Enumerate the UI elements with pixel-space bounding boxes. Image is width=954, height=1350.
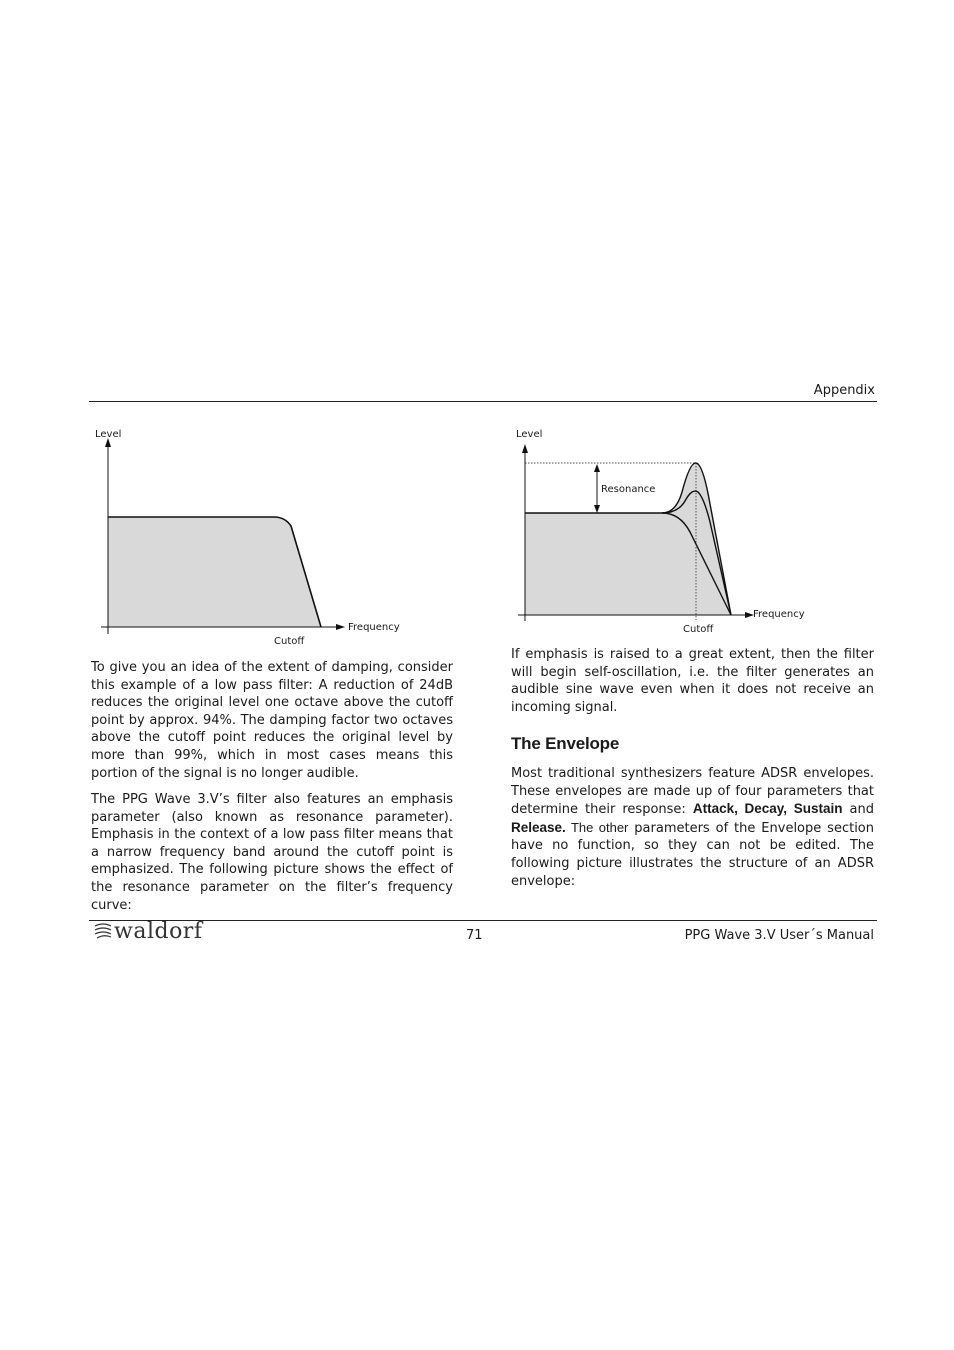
envelope-text-and: and — [842, 802, 874, 818]
waldorf-logo-text: waldorf — [114, 919, 203, 944]
y-axis-arrow — [522, 444, 528, 453]
resonance-filter-diagram — [510, 422, 840, 642]
cutoff-label: Cutoff — [274, 636, 305, 647]
filter-curve-area — [108, 517, 321, 627]
y-axis-label: Level — [516, 429, 543, 440]
waldorf-logo — [93, 919, 202, 944]
resonance-arrow-up — [594, 464, 600, 472]
envelope-text-other: The other — [565, 819, 629, 835]
y-axis-label: Level — [95, 429, 122, 440]
x-axis-label: Frequency — [753, 609, 805, 620]
resonance-label: Resonance — [601, 484, 656, 495]
term-attack-decay-sustain: Attack, Decay, Sustain — [692, 801, 843, 817]
lowpass-filter-diagram — [89, 422, 419, 652]
waldorf-logo-mark-icon — [93, 921, 113, 939]
envelope-text-end: parameters of the Envelope section have no function, so they can not be edited. The following picture illustrates the structure of an ADSR envelope: — [511, 820, 874, 889]
damping-paragraph: To give you an idea of the extent of damping, consider this example of a low pass filter: A reduction of 24dB reduces the original level one octave above the cutoff point by approx. 94%. The damping factor two octaves above the cutoff point reduces the original level by more than 99%, which in most cases means this portion of the signal is no longer audible. — [91, 660, 453, 781]
cutoff-label: Cutoff — [683, 624, 714, 635]
x-axis-arrow — [336, 624, 345, 630]
envelope-heading: The Envelope — [511, 734, 620, 753]
envelope-text-start: Most traditional synthesizers feature ADSR envelopes. These envelopes are made up of four parameters that determine their response: — [511, 766, 874, 818]
x-axis-label: Frequency — [348, 622, 400, 633]
envelope-paragraph — [511, 765, 874, 890]
section-header: Appendix — [813, 383, 875, 398]
term-release: Release. — [511, 819, 566, 835]
resonance-arrow-down — [594, 505, 600, 513]
self-oscillation-paragraph: If emphasis is raised to a great extent, then the filter will begin self-oscillation, i.e. the filter generates an audible sine wave even when it does not receive an incoming signal. — [511, 647, 874, 715]
header-rule — [89, 401, 877, 402]
manual-title: PPG Wave 3.V User´s Manual — [684, 928, 874, 943]
footer-rule — [89, 920, 877, 921]
emphasis-paragraph: The PPG Wave 3.V’s filter also features an emphasis parameter (also known as resonance parameter). Emphasis in the context of a low pass filter means that a narrow frequency band around the cutoff point is emphasized. The following picture shows the effect of the resonance parameter on the filter’s frequency curve: — [91, 792, 453, 913]
page-number: 71 — [466, 928, 483, 943]
